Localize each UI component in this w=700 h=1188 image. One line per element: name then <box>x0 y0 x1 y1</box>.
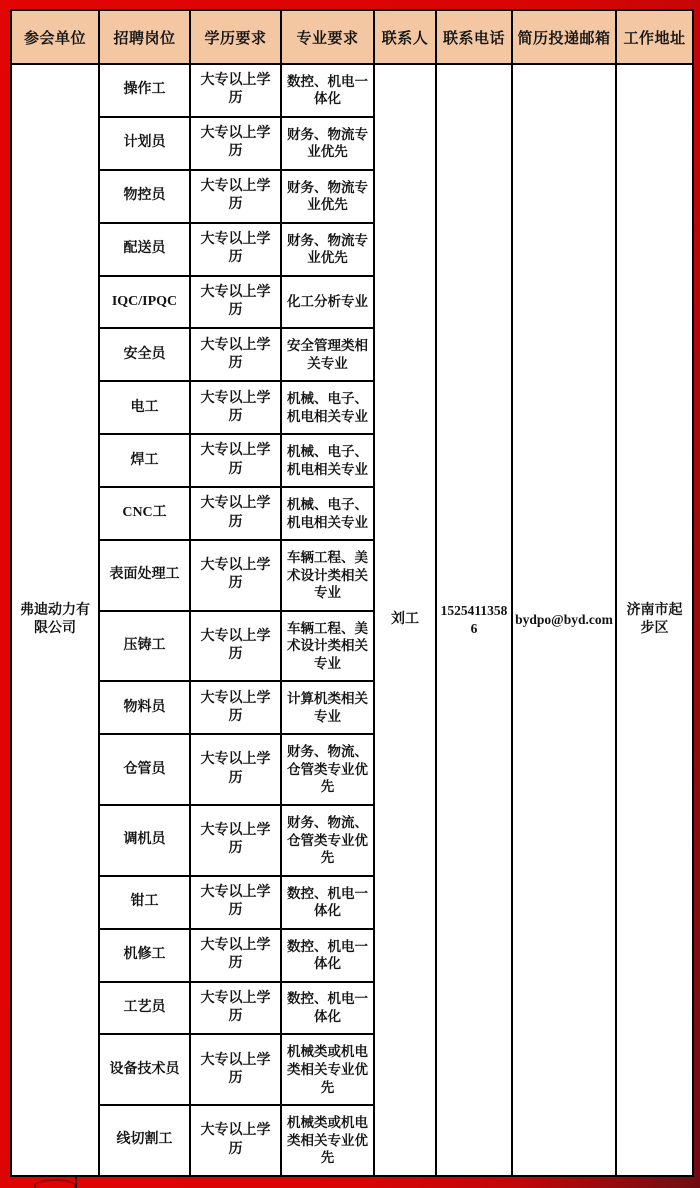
position-cell: 表面处理工 <box>99 540 190 611</box>
major-cell: 机械、电子、机电相关专业 <box>281 381 374 434</box>
company-name-cell: 弗迪动力有限公司 <box>11 64 99 1176</box>
education-cell: 大专以上学历 <box>190 982 281 1035</box>
education-cell: 大专以上学历 <box>190 929 281 982</box>
position-cell: 操作工 <box>99 64 190 117</box>
education-cell: 大专以上学历 <box>190 1105 281 1176</box>
education-cell: 大专以上学历 <box>190 117 281 170</box>
major-cell: 财务、物流专业优先 <box>281 170 374 223</box>
contact-person-cell: 刘工 <box>374 64 436 1176</box>
resume-email-cell: bydpo@byd.com <box>512 64 616 1176</box>
position-cell: 线切割工 <box>99 1105 190 1176</box>
education-cell: 大专以上学历 <box>190 876 281 929</box>
major-cell: 计算机类相关专业 <box>281 681 374 734</box>
major-cell: 数控、机电一体化 <box>281 876 374 929</box>
education-cell: 大专以上学历 <box>190 1034 281 1105</box>
header-contact-phone: 联系电话 <box>436 10 512 64</box>
major-cell: 财务、物流专业优先 <box>281 117 374 170</box>
major-cell: 数控、机电一体化 <box>281 64 374 117</box>
recruitment-table <box>10 9 694 1177</box>
position-cell: 物料员 <box>99 681 190 734</box>
position-cell: 调机员 <box>99 805 190 876</box>
major-cell: 车辆工程、美术设计类相关专业 <box>281 540 374 611</box>
major-cell: 安全管理类相关专业 <box>281 328 374 381</box>
major-cell: 财务、物流、仓管类专业优先 <box>281 734 374 805</box>
position-cell: 计划员 <box>99 117 190 170</box>
position-cell: 机修工 <box>99 929 190 982</box>
position-cell: 钳工 <box>99 876 190 929</box>
major-cell: 机械、电子、机电相关专业 <box>281 487 374 540</box>
position-cell: IQC/IPQC <box>99 276 190 329</box>
header-resume-email: 简历投递邮箱 <box>512 10 616 64</box>
position-cell: CNC工 <box>99 487 190 540</box>
position-cell: 焊工 <box>99 434 190 487</box>
position-cell: 设备技术员 <box>99 1034 190 1105</box>
bottom-left-decoration-line <box>75 1177 77 1188</box>
education-cell: 大专以上学历 <box>190 223 281 276</box>
header-position: 招聘岗位 <box>99 10 190 64</box>
major-cell: 化工分析专业 <box>281 276 374 329</box>
table-row <box>11 64 693 117</box>
education-cell: 大专以上学历 <box>190 276 281 329</box>
work-address-cell: 济南市起步区 <box>616 64 693 1176</box>
major-cell: 财务、物流、仓管类专业优先 <box>281 805 374 876</box>
major-cell: 机械类或机电类相关专业优先 <box>281 1034 374 1105</box>
education-cell: 大专以上学历 <box>190 681 281 734</box>
education-cell: 大专以上学历 <box>190 540 281 611</box>
position-cell: 物控员 <box>99 170 190 223</box>
education-cell: 大专以上学历 <box>190 734 281 805</box>
education-cell: 大专以上学历 <box>190 434 281 487</box>
education-cell: 大专以上学历 <box>190 328 281 381</box>
major-cell: 数控、机电一体化 <box>281 982 374 1035</box>
table-body <box>11 64 693 1176</box>
education-cell: 大专以上学历 <box>190 611 281 682</box>
position-cell: 工艺员 <box>99 982 190 1035</box>
education-cell: 大专以上学历 <box>190 170 281 223</box>
position-cell: 安全员 <box>99 328 190 381</box>
major-cell: 财务、物流专业优先 <box>281 223 374 276</box>
education-cell: 大专以上学历 <box>190 805 281 876</box>
header-education-requirement: 学历要求 <box>190 10 281 64</box>
contact-phone-cell: 15254113586 <box>436 64 512 1176</box>
position-cell: 仓管员 <box>99 734 190 805</box>
position-cell: 压铸工 <box>99 611 190 682</box>
major-cell: 机械类或机电类相关专业优先 <box>281 1105 374 1176</box>
education-cell: 大专以上学历 <box>190 64 281 117</box>
education-cell: 大专以上学历 <box>190 487 281 540</box>
major-cell: 车辆工程、美术设计类相关专业 <box>281 611 374 682</box>
header-participating-unit: 参会单位 <box>11 10 99 64</box>
header-row <box>11 10 693 64</box>
header-work-address: 工作地址 <box>616 10 693 64</box>
header-major-requirement: 专业要求 <box>281 10 374 64</box>
header-contact-person: 联系人 <box>374 10 436 64</box>
major-cell: 数控、机电一体化 <box>281 929 374 982</box>
position-cell: 配送员 <box>99 223 190 276</box>
major-cell: 机械、电子、机电相关专业 <box>281 434 374 487</box>
position-cell: 电工 <box>99 381 190 434</box>
education-cell: 大专以上学历 <box>190 381 281 434</box>
bottom-left-decoration-arc <box>34 1179 76 1188</box>
